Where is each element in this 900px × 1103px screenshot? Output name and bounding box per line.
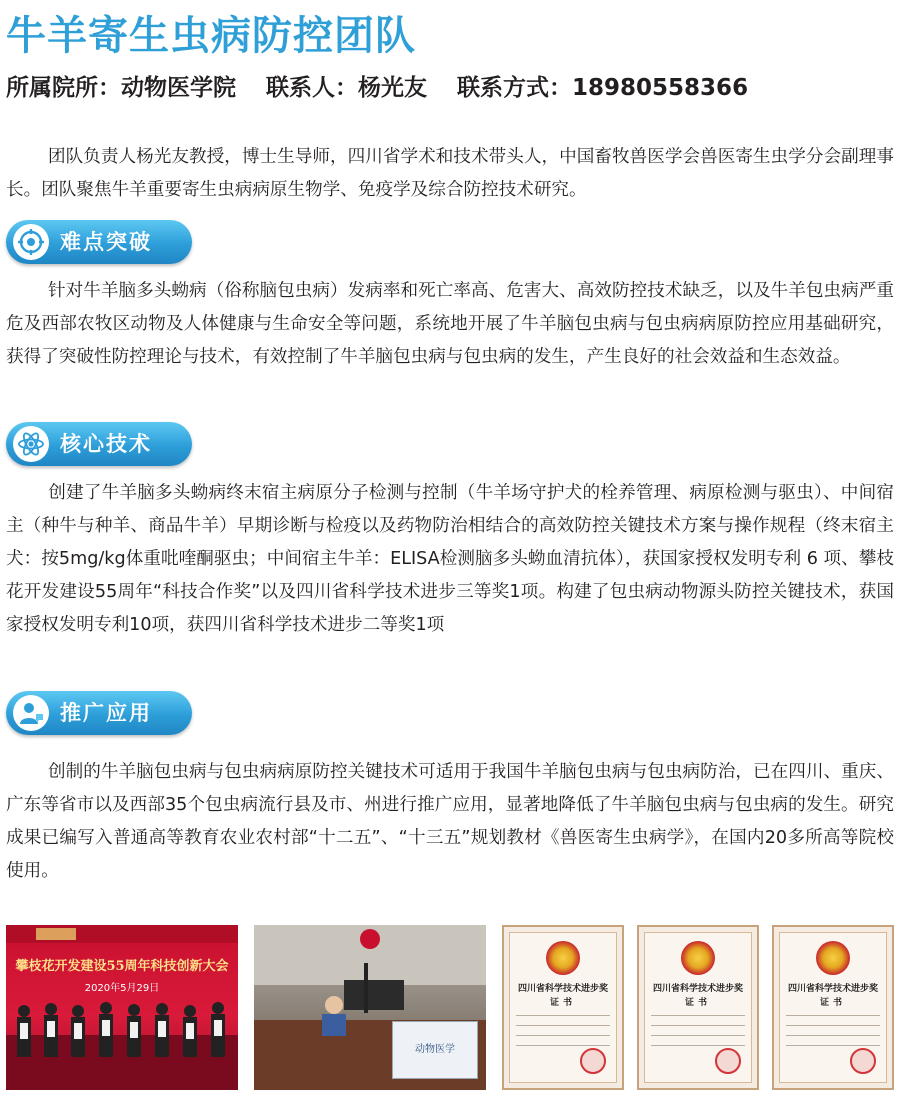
seal-icon: [850, 1048, 876, 1074]
promotion-paragraph: [6, 756, 894, 888]
page-title: 牛羊寄生虫病防控团队: [6, 13, 416, 59]
contact-phone-label: 联系方式：18980558366: [457, 75, 749, 101]
contact-info: [6, 72, 770, 104]
breakthrough-paragraph: [6, 275, 894, 374]
name-card: [392, 1021, 478, 1079]
certificate-3: [772, 925, 894, 1090]
contact-person-label: 联系人：杨光友: [266, 75, 428, 101]
national-emblem-icon: [816, 941, 850, 975]
national-emblem-icon: [681, 941, 715, 975]
national-emblem-icon: [546, 941, 580, 975]
certificate-title: 四川省科学技术进步奖: [517, 984, 608, 994]
section-label: 推广应用: [60, 701, 152, 725]
section-tag-promotion: [6, 691, 192, 735]
award-ceremony-photo: [6, 925, 238, 1090]
section-label: 核心技术: [60, 432, 152, 456]
promotion-text: 创制的牛羊脑包虫病与包虫病病原防控关键技术可适用于我国牛羊脑包虫病与包虫病防治，已在四川、重庆、广东等省市以及西部35个包虫病流行县及市、州进行推广应用，显著地降低了牛羊脑包虫病与包虫病的发生。研究成果已编写入普通高等教育农业农村部“十二五”、“十三五”规划教材《兽医寄生虫病学》，在国内20多所高等院校使用。: [6, 762, 894, 881]
certificate-1: [502, 925, 624, 1090]
core-tech-paragraph: [6, 477, 894, 642]
section-label: 难点突破: [60, 230, 152, 254]
target-icon: [13, 224, 49, 260]
section-tag-breakthrough: [6, 220, 192, 264]
breakthrough-text: 针对牛羊脑多头蚴病（俗称脑包虫病）发病率和死亡率高、危害大、高效防控技术缺乏，以及牛羊包虫病严重危及西部农牧区动物及人体健康与生命安全等问题，系统地开展了牛羊脑包虫病与包虫病病原防控应用基础研究，获得了突破性防控理论与技术，有效控制了牛羊脑包虫病与包虫病的发生，产生良好的社会效益和生态效益。: [6, 281, 894, 367]
seal-icon: [715, 1048, 741, 1074]
certificate-title: 四川省科学技术进步奖: [787, 984, 878, 994]
section-tag-core-tech: [6, 422, 192, 466]
event-date-text: 2020年5月29日: [84, 983, 160, 994]
intro-paragraph: [6, 141, 894, 207]
seal-icon: [580, 1048, 606, 1074]
certificate-subtitle: 证书: [684, 998, 711, 1008]
certificate-2: [637, 925, 759, 1090]
meeting-photo: [254, 925, 486, 1090]
intro-text: 团队负责人杨光友教授，博士生导师，四川省学术和技术带头人，中国畜牧兽医学会兽医寄生虫学分会副理事长。团队聚焦牛羊重要寄生虫病病原生物学、免疫学及综合防控技术研究。: [6, 147, 894, 200]
core-tech-text: 创建了牛羊脑多头蚴病终末宿主病原分子检测与控制（牛羊场守护犬的栓养管理、病原检测与驱虫）、中间宿主（种牛与种羊、商品牛羊）早期诊断与检疫以及药物防治相结合的高效防控关键技术方案与操作规程（终末宿主犬：按5mg/kg体重吡喹酮驱虫；中间宿主牛羊：ELISA检测脑多头蚴血清抗体），获国家授权发明专利 6 项、攀枝花开发建设55周年“科技合作奖”以及四川省科学技术进步三等奖1项。构建了包虫病动物源头防控关键技术，获国家授权发明专利10项，获四川省科学技术进步二等奖1项: [6, 483, 894, 635]
certificate-title: 四川省科学技术进步奖: [652, 984, 743, 994]
institute-label: 所属院所：动物医学院: [6, 75, 236, 101]
atom-icon: [13, 426, 49, 462]
event-banner-text: 攀枝花开发建设55周年科技创新大会: [15, 959, 229, 974]
certificate-subtitle: 证书: [819, 998, 846, 1008]
certificate-subtitle: 证书: [549, 998, 576, 1008]
meeting-sign-text: 动物医学: [415, 1044, 455, 1055]
user-icon: [13, 695, 49, 731]
